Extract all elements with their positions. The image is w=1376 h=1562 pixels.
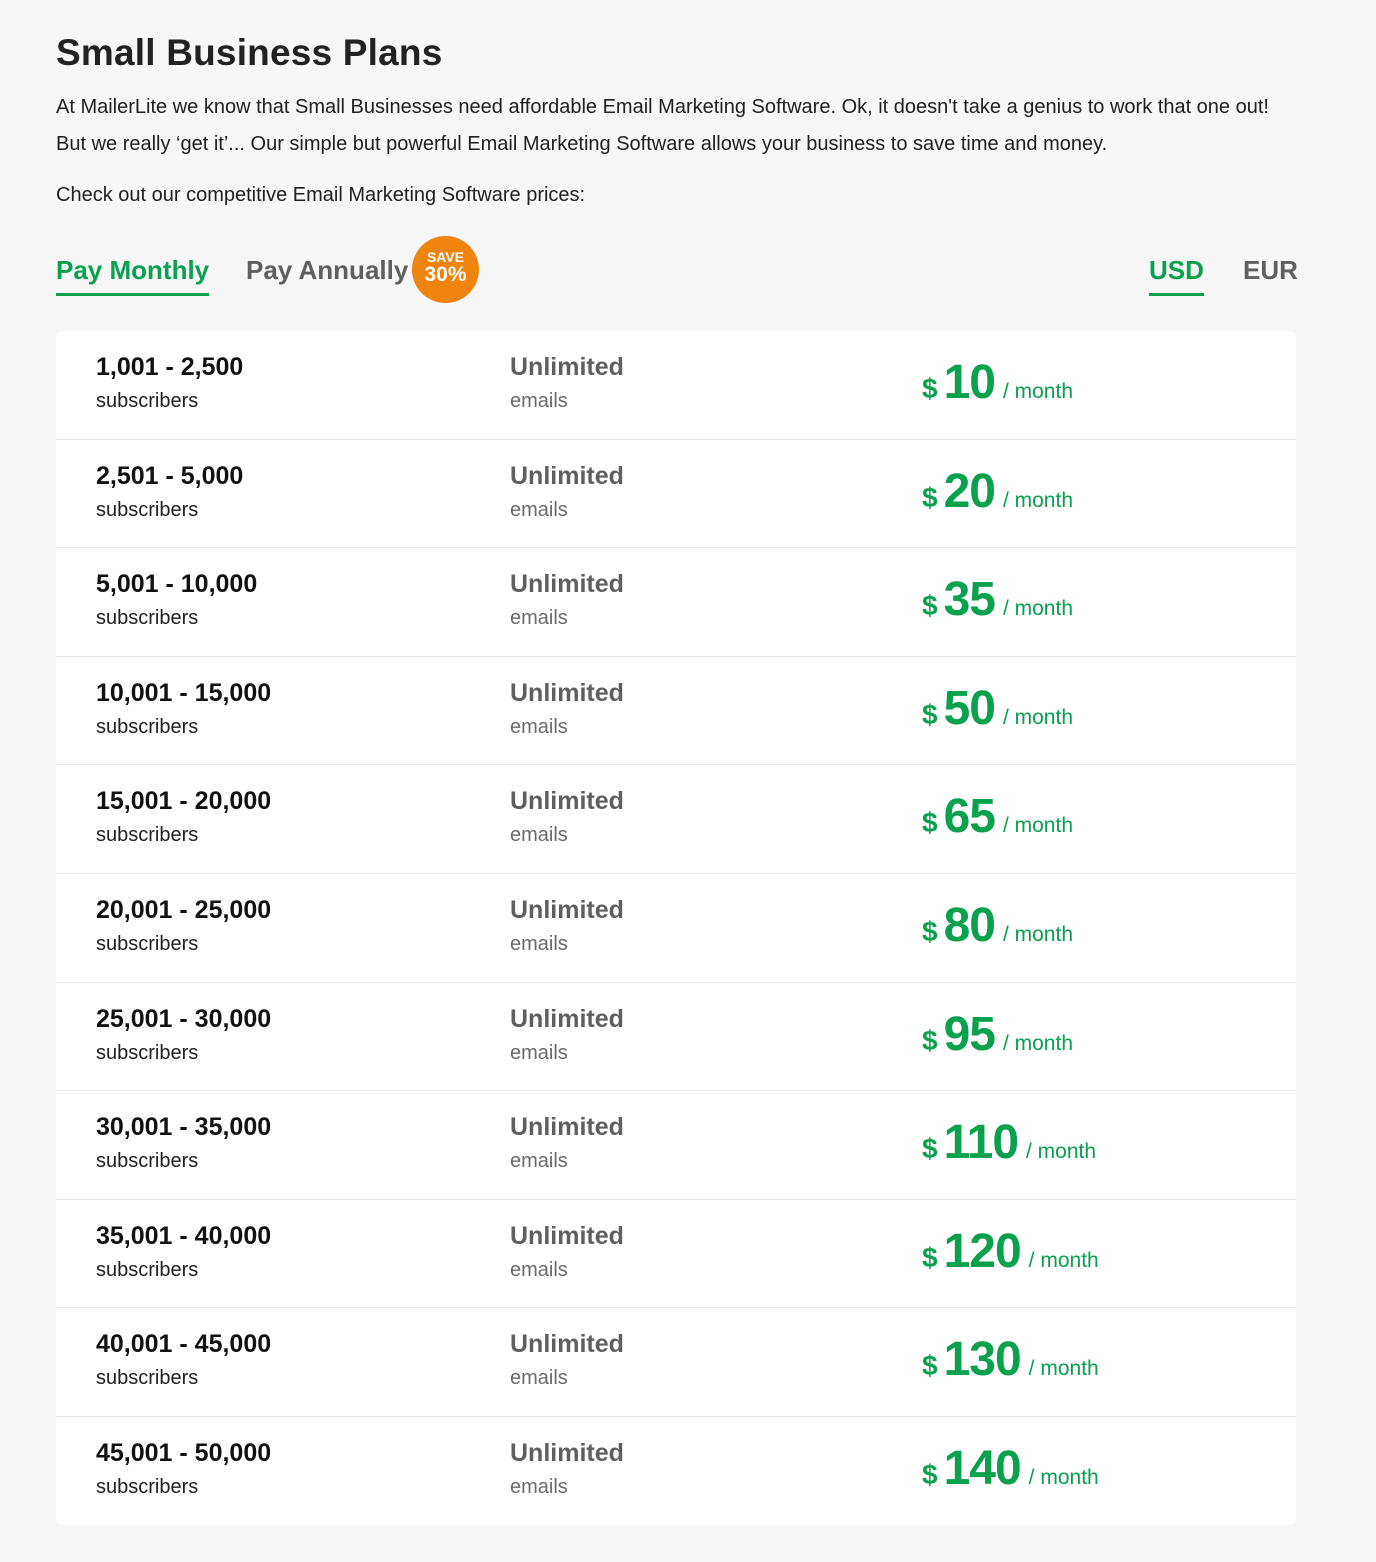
plan-subscribers-label: subscribers bbox=[96, 1476, 199, 1498]
plan-emails-label: emails bbox=[510, 1150, 568, 1173]
plan-subscriber-range: 1,001 - 2,500 bbox=[96, 353, 244, 381]
plan-row bbox=[56, 1091, 1296, 1200]
plan-subscribers-label: subscribers bbox=[96, 1150, 199, 1173]
tab-currency-usd[interactable]: USD bbox=[1149, 252, 1204, 296]
plan-subscriber-range: 25,001 - 30,000 bbox=[96, 1004, 272, 1033]
plan-price-amount: 120 bbox=[943, 1224, 1021, 1278]
plan-price-period: / month bbox=[1002, 814, 1074, 838]
plan-price-amount: 95 bbox=[943, 1007, 995, 1061]
plan-currency-symbol: $ bbox=[922, 1133, 938, 1165]
plan-emails-value: Unlimited bbox=[510, 678, 624, 707]
plan-row bbox=[56, 1417, 1296, 1525]
page-title: Small Business Plans bbox=[56, 32, 443, 73]
plan-subscribers-label: subscribers bbox=[96, 607, 199, 630]
plan-subscribers-label: subscribers bbox=[96, 715, 199, 738]
plan-currency-symbol: $ bbox=[922, 373, 938, 404]
plan-price bbox=[922, 789, 1073, 845]
plan-price bbox=[922, 1441, 1099, 1497]
plan-currency-symbol: $ bbox=[922, 1024, 938, 1056]
plan-emails-label: emails bbox=[510, 607, 568, 630]
plan-row bbox=[56, 440, 1296, 549]
plan-currency-symbol: $ bbox=[922, 698, 938, 730]
plan-subscribers-label: subscribers bbox=[96, 1041, 199, 1064]
plan-price bbox=[922, 1224, 1099, 1280]
plan-emails-value: Unlimited bbox=[510, 1004, 624, 1033]
plan-emails-label: emails bbox=[510, 1041, 568, 1064]
plan-currency-symbol: $ bbox=[922, 916, 938, 947]
plan-price-period: / month bbox=[1002, 923, 1074, 946]
plan-subscribers-label: subscribers bbox=[96, 933, 199, 955]
plan-subscribers-label: subscribers bbox=[96, 1258, 199, 1281]
plan-price-amount: 110 bbox=[943, 1116, 1019, 1170]
plan-price-amount: 65 bbox=[943, 790, 995, 844]
plan-row bbox=[56, 874, 1296, 983]
save-badge-percent: 30% bbox=[424, 263, 467, 286]
tab-pay-monthly[interactable]: Pay Monthly bbox=[56, 252, 209, 296]
plan-price bbox=[922, 1115, 1096, 1171]
plan-price-amount: 50 bbox=[943, 681, 995, 735]
plan-row bbox=[56, 1200, 1296, 1309]
plan-price-period: / month bbox=[1002, 1031, 1074, 1055]
plan-emails-label: emails bbox=[510, 390, 568, 412]
plan-emails-value: Unlimited bbox=[510, 1330, 624, 1359]
plan-subscriber-range: 30,001 - 35,000 bbox=[96, 1113, 272, 1142]
plan-emails-label: emails bbox=[510, 1367, 568, 1390]
plan-emails-value: Unlimited bbox=[510, 1439, 624, 1467]
plan-row bbox=[56, 331, 1296, 440]
plan-price-period: / month bbox=[1026, 1140, 1097, 1164]
plan-price-period: / month bbox=[1028, 1466, 1099, 1489]
tab-pay-annually[interactable]: Pay Annually bbox=[246, 255, 409, 285]
plan-price-period: / month bbox=[1002, 380, 1074, 403]
plan-price bbox=[922, 898, 1073, 954]
plan-price-amount: 20 bbox=[943, 464, 995, 518]
plan-subscriber-range: 45,001 - 50,000 bbox=[96, 1439, 272, 1467]
plan-price bbox=[922, 464, 1073, 520]
tab-currency-eur[interactable]: EUR bbox=[1243, 255, 1298, 285]
plan-price bbox=[922, 1007, 1073, 1063]
plan-subscribers-label: subscribers bbox=[96, 498, 199, 521]
plans-table bbox=[56, 331, 1296, 1525]
plan-row bbox=[56, 657, 1296, 766]
plan-subscriber-range: 15,001 - 20,000 bbox=[96, 787, 272, 816]
plan-subscriber-range: 5,001 - 10,000 bbox=[96, 570, 258, 599]
plan-row bbox=[56, 1308, 1296, 1417]
plan-emails-label: emails bbox=[510, 933, 568, 955]
plan-price-period: / month bbox=[1002, 597, 1074, 621]
plan-price bbox=[922, 355, 1073, 411]
plan-subscriber-range: 35,001 - 40,000 bbox=[96, 1221, 272, 1250]
plan-price-amount: 80 bbox=[943, 899, 995, 952]
plan-emails-value: Unlimited bbox=[510, 353, 624, 381]
plan-emails-value: Unlimited bbox=[510, 1221, 624, 1250]
plan-emails-label: emails bbox=[510, 1476, 568, 1498]
plan-price-amount: 140 bbox=[943, 1442, 1021, 1495]
plan-price-amount: 35 bbox=[943, 573, 995, 627]
plan-price bbox=[922, 681, 1073, 737]
plan-currency-symbol: $ bbox=[922, 807, 938, 839]
intro-paragraph: At MailerLite we know that Small Businesses need affordable Email Marketing Software. Ok, it doesn't take a genius to work that one out! But we really ‘get it’... Our simple but powerful Email Marketing Software allows your business to save time and money. bbox=[56, 96, 1269, 155]
plan-row bbox=[56, 765, 1296, 874]
plan-emails-value: Unlimited bbox=[510, 461, 624, 490]
prices-lead-text: Check out our competitive Email Marketing Software prices: bbox=[56, 184, 586, 206]
plan-emails-value: Unlimited bbox=[510, 787, 624, 816]
plan-currency-symbol: $ bbox=[922, 1350, 938, 1382]
plan-price-period: / month bbox=[1002, 488, 1074, 512]
plan-subscribers-label: subscribers bbox=[96, 390, 199, 412]
plan-price-period: / month bbox=[1028, 1248, 1099, 1272]
save-badge bbox=[412, 236, 479, 303]
plan-emails-value: Unlimited bbox=[510, 570, 624, 599]
plan-emails-label: emails bbox=[510, 824, 568, 847]
plan-currency-symbol: $ bbox=[922, 590, 938, 622]
plan-price-period: / month bbox=[1002, 705, 1074, 729]
plan-price-amount: 130 bbox=[943, 1333, 1021, 1387]
plan-emails-label: emails bbox=[510, 498, 568, 521]
plan-price-amount: 10 bbox=[943, 356, 995, 409]
plan-price-period: / month bbox=[1028, 1357, 1099, 1381]
plan-row bbox=[56, 548, 1296, 657]
plan-row bbox=[56, 983, 1296, 1092]
plan-currency-symbol: $ bbox=[922, 1241, 938, 1273]
plan-subscriber-range: 10,001 - 15,000 bbox=[96, 678, 272, 707]
plan-emails-label: emails bbox=[510, 1258, 568, 1281]
plan-subscriber-range: 40,001 - 45,000 bbox=[96, 1330, 272, 1359]
plan-price bbox=[922, 1332, 1099, 1388]
plan-emails-value: Unlimited bbox=[510, 1113, 624, 1142]
plan-subscriber-range: 20,001 - 25,000 bbox=[96, 896, 272, 924]
plan-subscribers-label: subscribers bbox=[96, 824, 199, 847]
plan-price bbox=[922, 572, 1073, 628]
plan-subscriber-range: 2,501 - 5,000 bbox=[96, 461, 244, 490]
plan-emails-label: emails bbox=[510, 715, 568, 738]
plan-subscribers-label: subscribers bbox=[96, 1367, 199, 1390]
save-badge-label: SAVE bbox=[426, 249, 465, 265]
plan-currency-symbol: $ bbox=[922, 481, 938, 513]
plan-currency-symbol: $ bbox=[922, 1459, 938, 1490]
plan-emails-value: Unlimited bbox=[510, 896, 624, 924]
